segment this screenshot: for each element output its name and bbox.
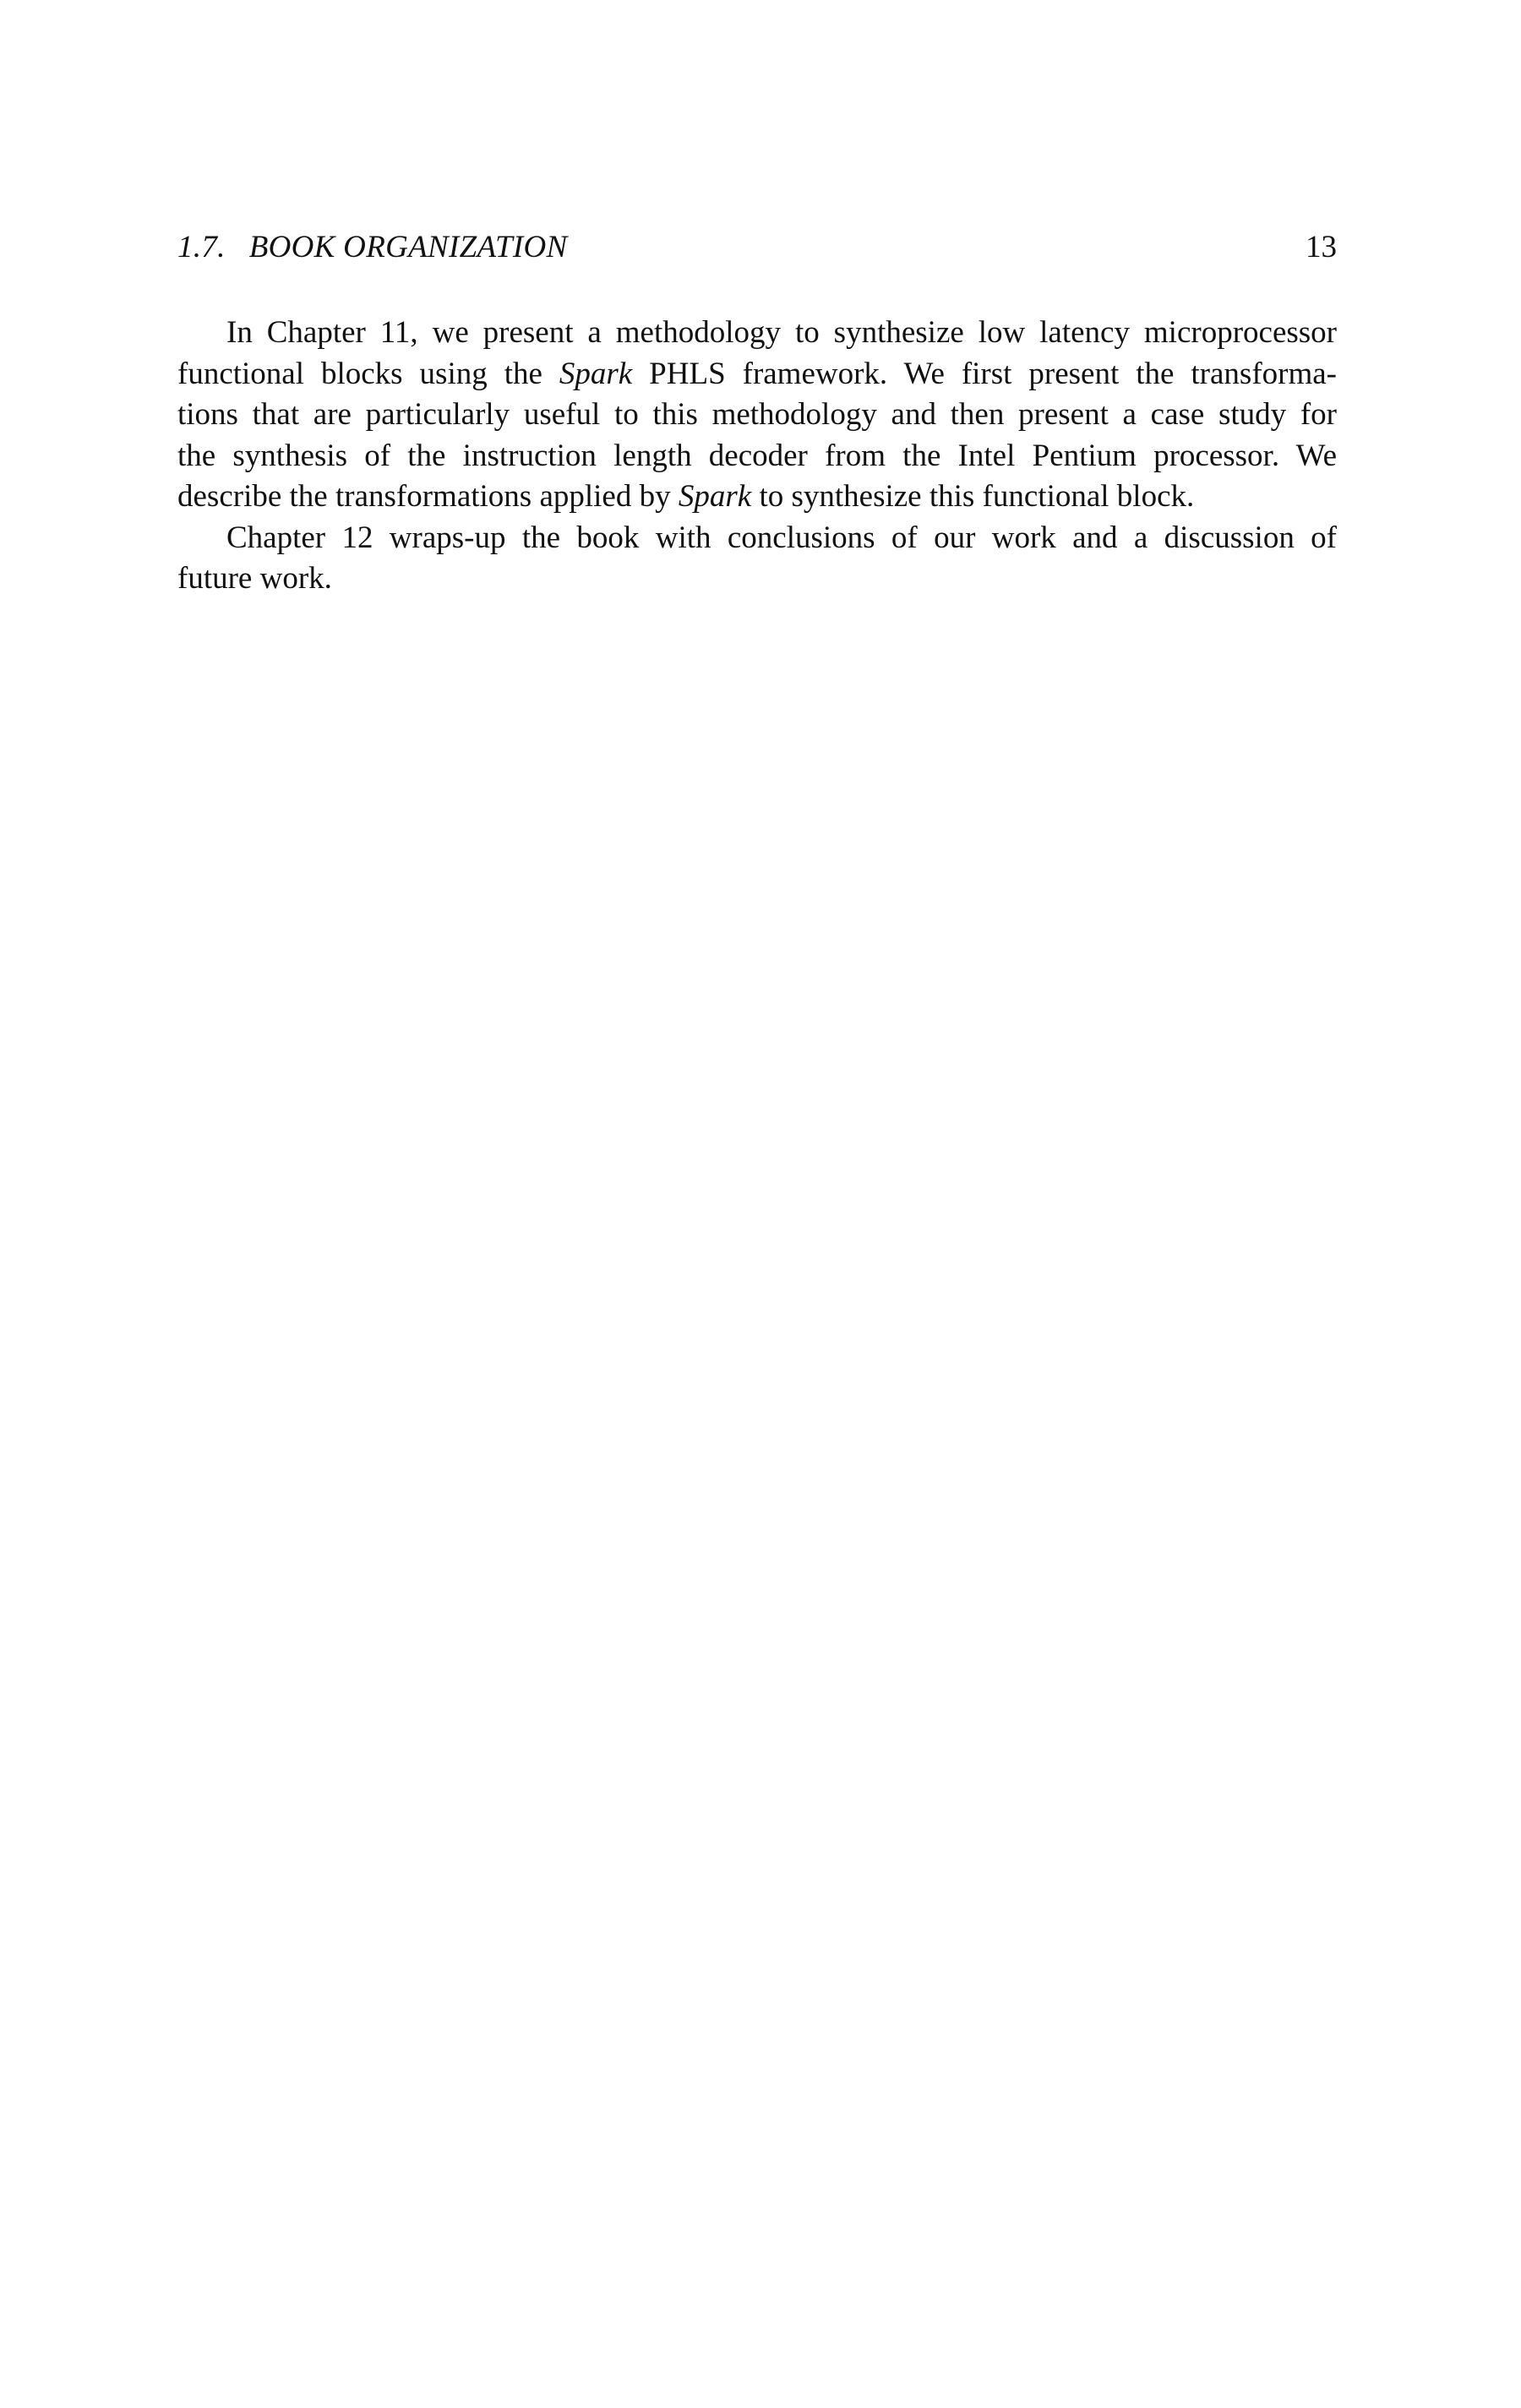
line-text: describe the transformations applied by: [177, 479, 679, 514]
paragraph-line: Chapter 12 wraps-up the book with conclusions of our work and a discussion of: [226, 520, 1337, 555]
page-number: 13: [1306, 230, 1337, 264]
paragraph-line: [177, 477, 1337, 518]
paragraph-chapter-11: [177, 313, 1337, 518]
section-heading: [177, 225, 568, 270]
paragraph-line: future work.: [177, 561, 332, 596]
paragraph-line: the synthesis of the instruction length decoder from the Intel Pentium processor. We: [177, 438, 1337, 473]
running-head: [177, 225, 1337, 270]
section-number: 1.7.: [177, 230, 226, 264]
line-text: to synthesize this functional block.: [751, 479, 1195, 514]
line-text: PHLS framework. We first present the transforma-: [632, 356, 1337, 391]
spark-name: Spark: [678, 479, 752, 514]
line-text: functional blocks using the: [177, 356, 559, 391]
body-text: [177, 313, 1337, 600]
paragraph-line: [177, 354, 1337, 395]
section-title: BOOK ORGANIZATION: [248, 230, 568, 264]
paragraph-chapter-12: [177, 518, 1337, 600]
paragraph-line: tions that are particularly useful to this methodology and then present a case study for: [177, 397, 1337, 432]
spark-name: Spark: [559, 356, 633, 391]
paragraph-line: In Chapter 11, we present a methodology to synthesize low latency microprocessor: [226, 315, 1337, 350]
